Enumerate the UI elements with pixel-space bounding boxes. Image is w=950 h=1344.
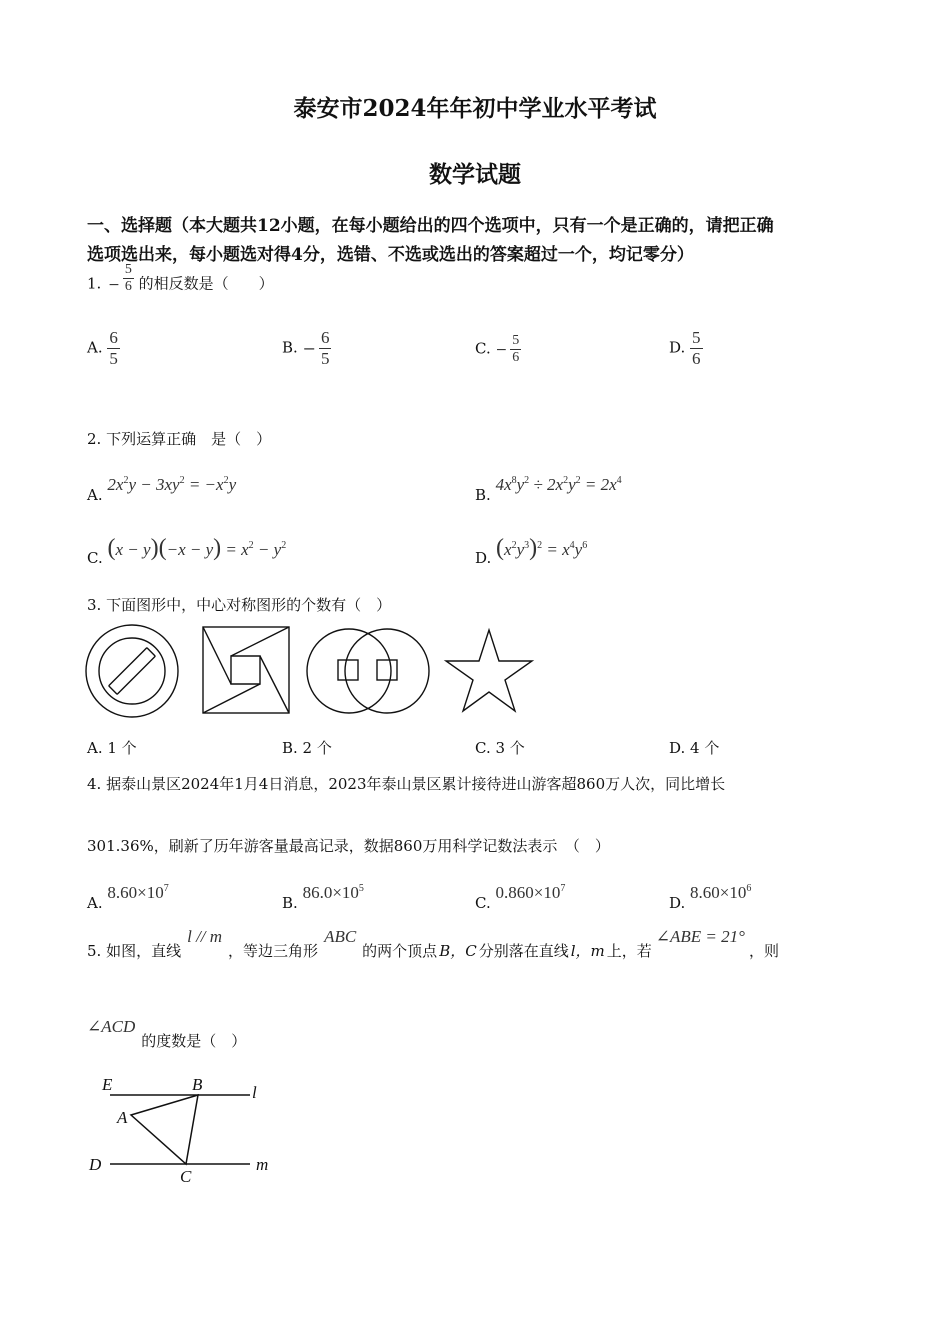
triangle-abc — [131, 1095, 198, 1164]
label-c: C — [180, 1167, 192, 1186]
fraction: $\frac{6}{5}$ — [320, 328, 330, 368]
formula: ∠ABE = 21° — [655, 927, 745, 946]
q3-option-c[interactable]: C. 3 个 — [475, 739, 525, 757]
q3-option-b[interactable]: B. 2 个 — [282, 739, 332, 757]
q2-option-c[interactable]: C. $(x - y)(-x - y) = x^2 - y^2$ — [87, 535, 287, 567]
formula: ABC — [324, 927, 357, 946]
q3-figures — [80, 622, 550, 722]
section-heading-line2: 选项选出来，每小题选对得4分，选错、不选或选出的答案超过一个，均记零分） — [87, 245, 694, 265]
q4-option-c[interactable]: C. $0.860\times 10^7$ — [475, 883, 566, 912]
formula: $8.60\times 10^6$ — [690, 883, 752, 902]
q1-option-d[interactable]: D. $\frac{5}{6}$ — [669, 328, 701, 368]
question-4-line2: 301.36%，刷新了历年游客量最高记录，数据860万用科学记数法表示 （ ） — [87, 837, 610, 855]
q2-option-b[interactable]: B. $4x^8y^2 \div 2x^2y^2 = 2x^4$ — [475, 475, 622, 504]
label-m: m — [256, 1155, 269, 1174]
fraction: $\frac{5}{6}$ — [692, 328, 701, 368]
two-coins-figure — [307, 629, 429, 713]
star-figure — [446, 630, 532, 711]
q1-option-c[interactable]: C. − $\frac{5}{6}$ — [475, 333, 520, 365]
q3-option-d[interactable]: D. 4 个 — [669, 739, 720, 757]
question-2: 2. 下列运算正确 是（ ） — [87, 430, 272, 448]
fraction: $\frac{5}{6}$ — [124, 262, 132, 294]
minus-sign: − — [108, 276, 120, 293]
formula: $86.0\times 10^5$ — [302, 883, 364, 902]
formula: $0.860\times 10^7$ — [495, 883, 566, 902]
q4-option-d[interactable]: D. $8.60\times 10^6$ — [669, 883, 752, 912]
question-stem: 的相反数是（ ） — [138, 274, 274, 293]
formula: $(x^2y^3)^2 = x^4y^6$ — [496, 535, 588, 561]
q4-option-b[interactable]: B. $86.0\times 10^5$ — [282, 883, 364, 912]
formula: $(x - y)(-x - y) = x^2 - y^2$ — [107, 535, 287, 561]
label-b: B — [192, 1075, 203, 1094]
fraction: $\frac{6}{5}$ — [109, 328, 118, 368]
formula: $8.60\times 10^7$ — [107, 883, 169, 902]
question-4-line1: 4. 据泰山景区2024年1月4日消息，2023年泰山景区累计接待进山游客超860万人次，同比增长 — [87, 775, 726, 793]
label-a: A — [117, 1108, 128, 1127]
question-5: 5. 如图，直线l // m，等边三角形ABC的两个顶点 B，C 分别落在直线 l，m 上，若∠ABE = 21°，则 — [87, 927, 779, 960]
q3-option-a[interactable]: A. 1 个 — [87, 739, 137, 757]
section-heading-line1: 一、选择题（本大题共12小题，在每小题给出的四个选项中，只有一个是正确的，请把正确 — [87, 216, 774, 236]
fraction: $\frac{5}{6}$ — [512, 333, 520, 365]
question-5-line2: ∠ACD的度数是（ ） — [87, 1017, 247, 1050]
formula: ∠ACD — [87, 1017, 136, 1036]
pinwheel-square-figure — [203, 627, 289, 713]
question-number: 1. — [87, 274, 102, 293]
ring-with-slot-figure — [86, 625, 178, 717]
q2-option-d[interactable]: D. $(x^2y^3)^2 = x^4y^6$ — [475, 535, 588, 567]
question-1 — [87, 262, 274, 301]
q5-figure — [80, 1070, 290, 1190]
q2-option-a[interactable]: A. $2x^2y - 3xy^2 = -x^2y$ — [87, 475, 237, 504]
document-subtitle: 数学试题 — [429, 161, 521, 188]
label-l: l — [252, 1083, 257, 1102]
formula: $2x^2y - 3xy^2 = -x^2y$ — [107, 475, 237, 494]
document-title: 泰安市2024年年初中学业水平考试 — [293, 95, 657, 122]
label-e: E — [102, 1075, 113, 1094]
q1-option-a[interactable]: A. $\frac{6}{5}$ — [87, 328, 118, 368]
q4-option-a[interactable]: A. $8.60\times 10^7$ — [87, 883, 169, 912]
q1-option-b[interactable]: B. − $\frac{6}{5}$ — [282, 328, 330, 368]
question-3: 3. 下面图形中，中心对称图形的个数有（ ） — [87, 596, 392, 614]
formula: l // m — [187, 927, 223, 946]
formula: $4x^8y^2 \div 2x^2y^2 = 2x^4$ — [495, 475, 622, 494]
label-d: D — [89, 1155, 102, 1174]
